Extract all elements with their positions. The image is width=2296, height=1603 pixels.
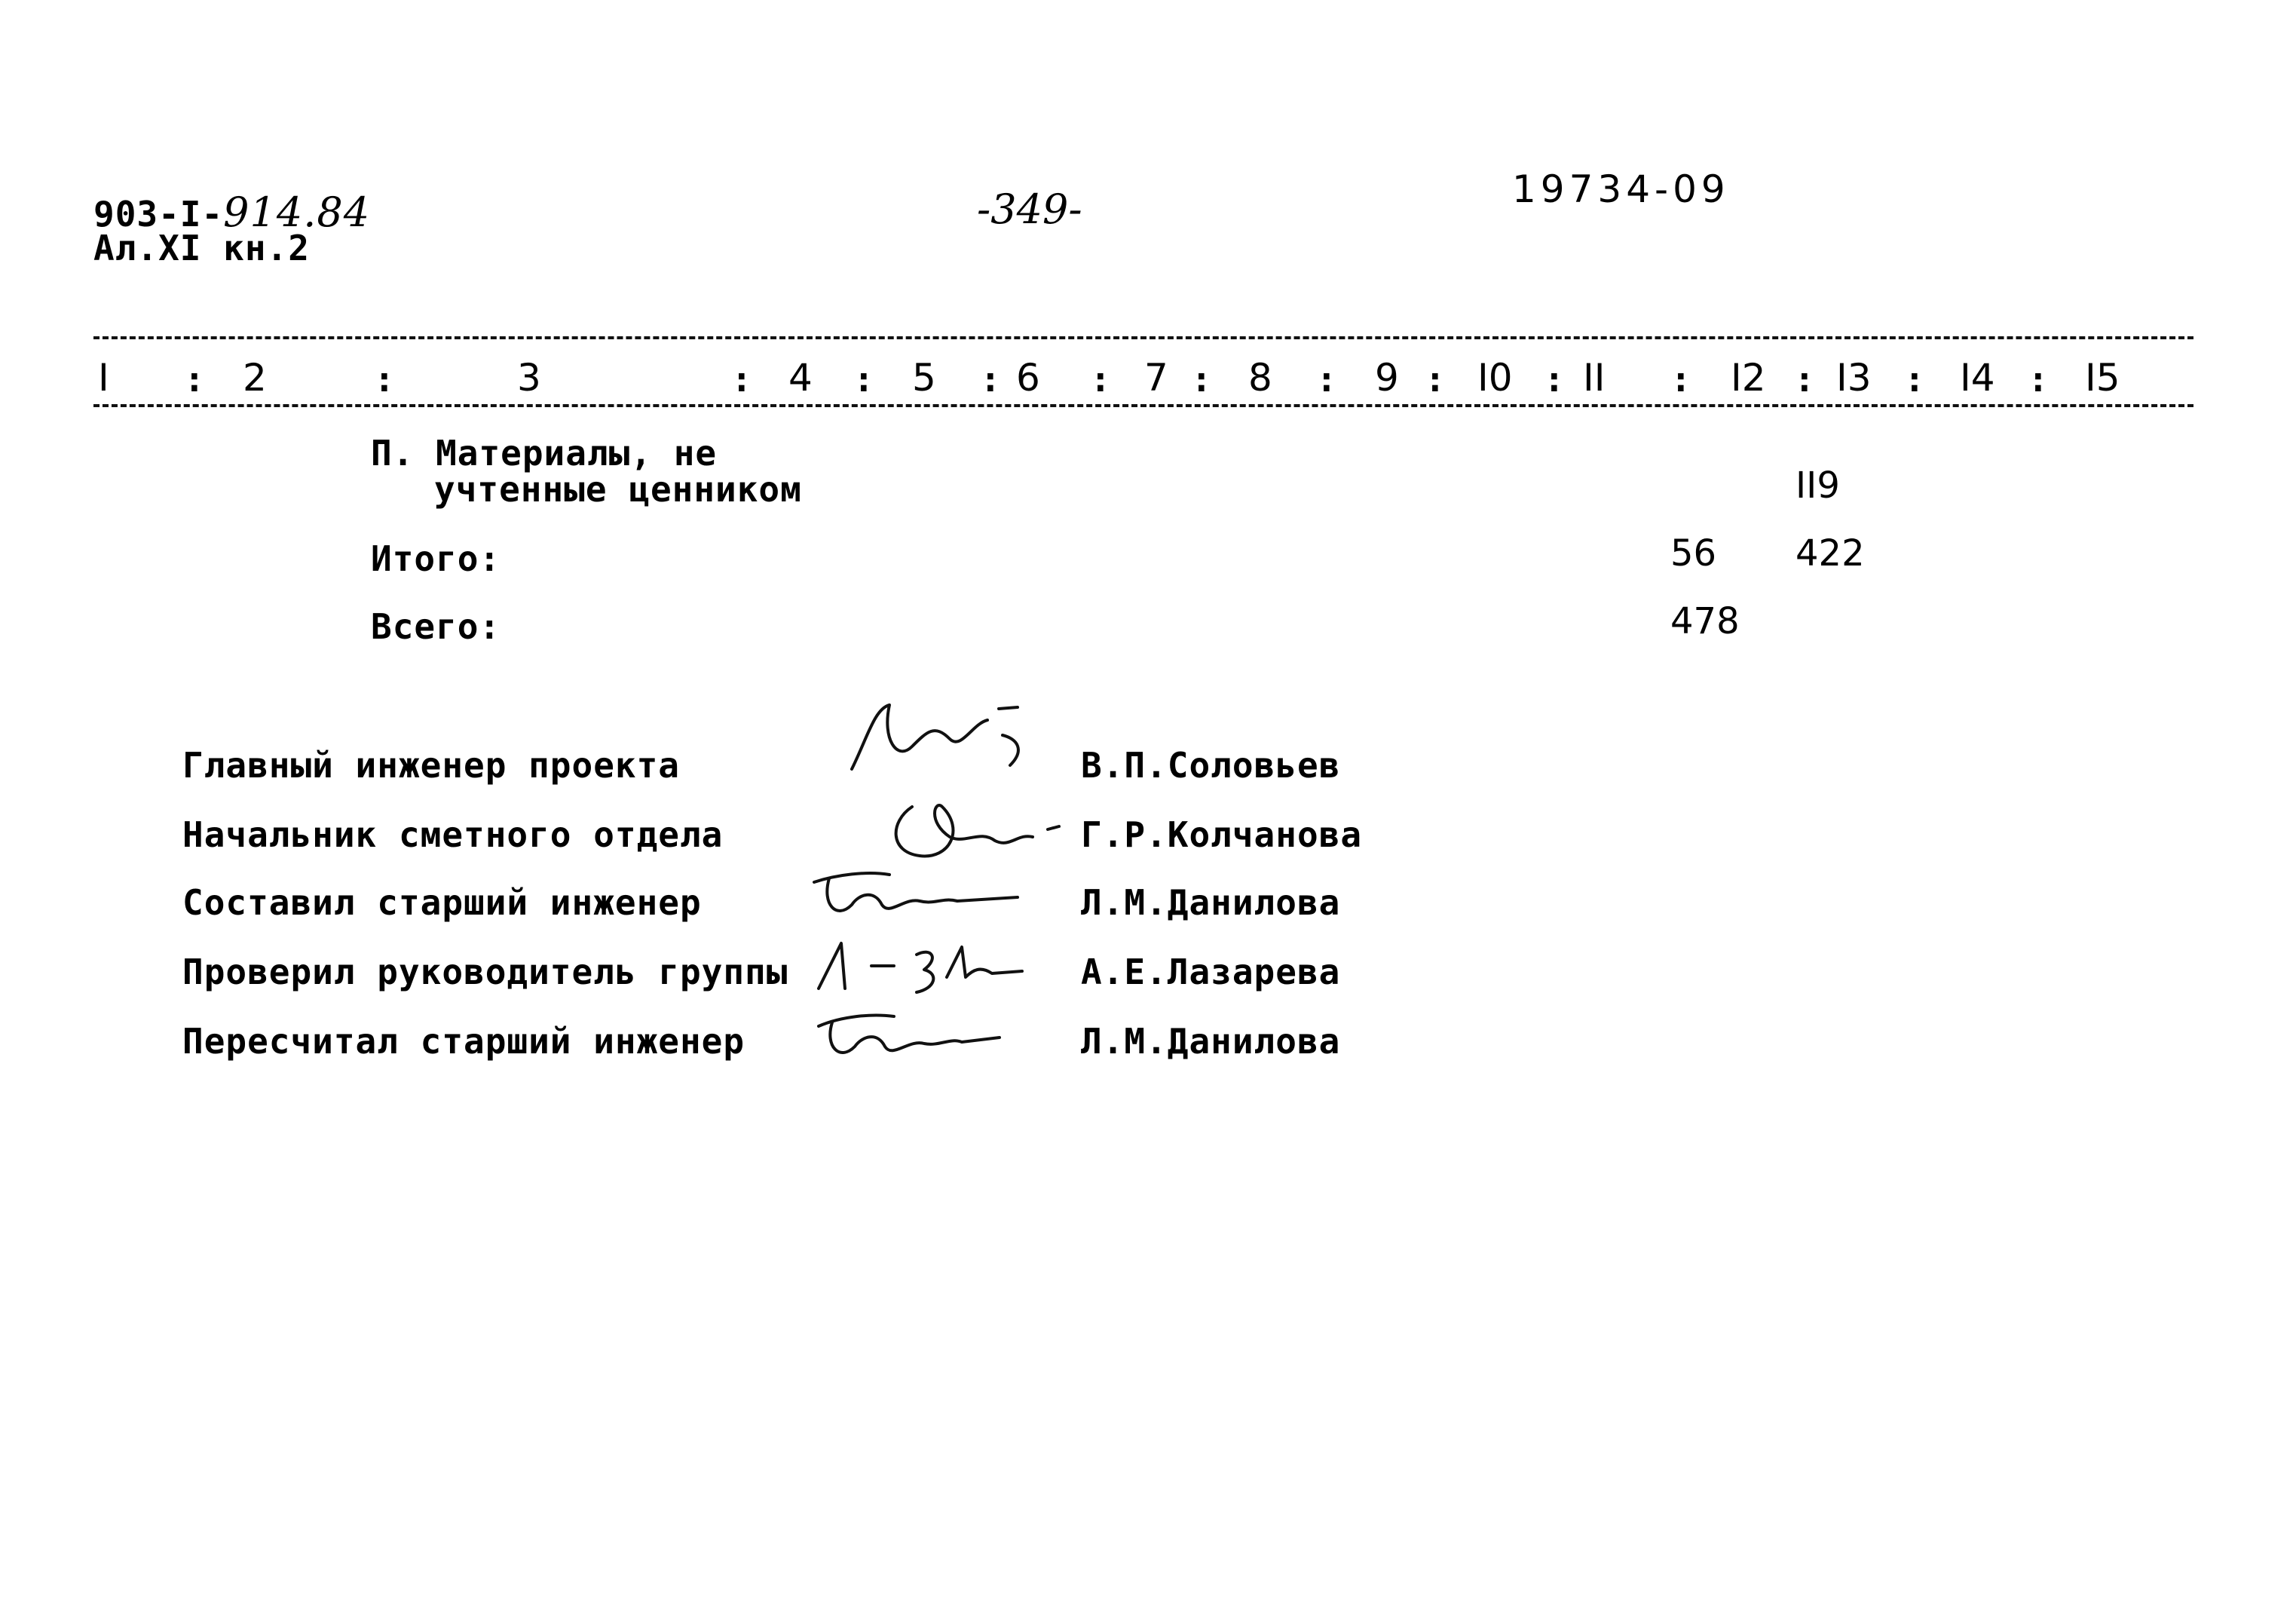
signature-role: Начальник сметного отдела <box>182 814 724 855</box>
signature-role: Главный инженер проекта <box>182 745 680 786</box>
handwritten-signature <box>882 777 1078 867</box>
column-number: 9 <box>1375 356 1399 400</box>
row-materials-label-2: учтенные ценником <box>434 469 802 510</box>
handwritten-signature <box>807 860 1033 935</box>
column-separator: : <box>853 359 874 400</box>
signatory-name: А.Е.Лазарева <box>1081 952 1341 992</box>
column-number: 7 <box>1144 356 1168 400</box>
column-separator: : <box>1425 359 1446 400</box>
album-book-label: Ал.XI кн.2 <box>93 228 310 268</box>
document-code-prefix: 903-I- <box>93 194 224 234</box>
table-header-bottom-rule <box>93 404 2193 407</box>
signatory-name: В.П.Соловьев <box>1081 745 1341 786</box>
column-number: 5 <box>912 356 936 400</box>
column-number: II <box>1583 356 1606 400</box>
signatory-name: Г.Р.Колчанова <box>1081 814 1363 855</box>
column-number: 6 <box>1016 356 1040 400</box>
column-separator: : <box>1544 359 1565 400</box>
column-separator: : <box>1316 359 1337 400</box>
column-separator: : <box>1191 359 1212 400</box>
column-separator: : <box>1670 359 1691 400</box>
column-number: 3 <box>517 356 541 400</box>
column-number: 4 <box>788 356 813 400</box>
row-materials-col13: II9 <box>1795 464 1840 507</box>
column-number: I4 <box>1960 356 1995 400</box>
column-separator: : <box>184 359 205 400</box>
handwritten-signature <box>811 1000 1007 1075</box>
column-separator: : <box>2028 359 2049 400</box>
signature-role: Составил старший инженер <box>182 882 702 923</box>
column-separator: : <box>731 359 752 400</box>
column-number: I3 <box>1836 356 1872 400</box>
signatory-name: Л.М.Данилова <box>1081 882 1341 923</box>
page-number: -349- <box>977 185 1082 233</box>
column-number: I5 <box>2085 356 2120 400</box>
document-code-handwritten: 914.84 <box>223 188 371 236</box>
column-number: 8 <box>1248 356 1272 400</box>
row-itogo-label: Итого: <box>371 538 501 579</box>
row-materials-label-1: П. Материалы, не <box>371 433 718 474</box>
column-separator: : <box>1794 359 1815 400</box>
signature-role: Проверил руководитель группы <box>182 952 788 992</box>
column-separator: : <box>1090 359 1111 400</box>
row-vsego-col12: 478 <box>1670 600 1740 642</box>
handwritten-signature <box>811 932 1030 1000</box>
column-number: I2 <box>1731 356 1766 400</box>
row-itogo-col13: 422 <box>1795 532 1865 575</box>
row-itogo-col12: 56 <box>1670 532 1717 575</box>
table-top-rule <box>93 336 2193 339</box>
column-separator: : <box>980 359 1001 400</box>
column-number: I0 <box>1477 356 1513 400</box>
column-number: I <box>98 356 109 400</box>
column-separator: : <box>374 359 395 400</box>
registration-number: 19734-09 <box>1512 167 1730 211</box>
column-separator: : <box>1904 359 1925 400</box>
column-number: 2 <box>243 356 267 400</box>
signature-role: Пересчитал старший инженер <box>182 1021 745 1062</box>
row-vsego-label: Всего: <box>371 606 501 647</box>
signatory-name: Л.М.Данилова <box>1081 1021 1341 1062</box>
